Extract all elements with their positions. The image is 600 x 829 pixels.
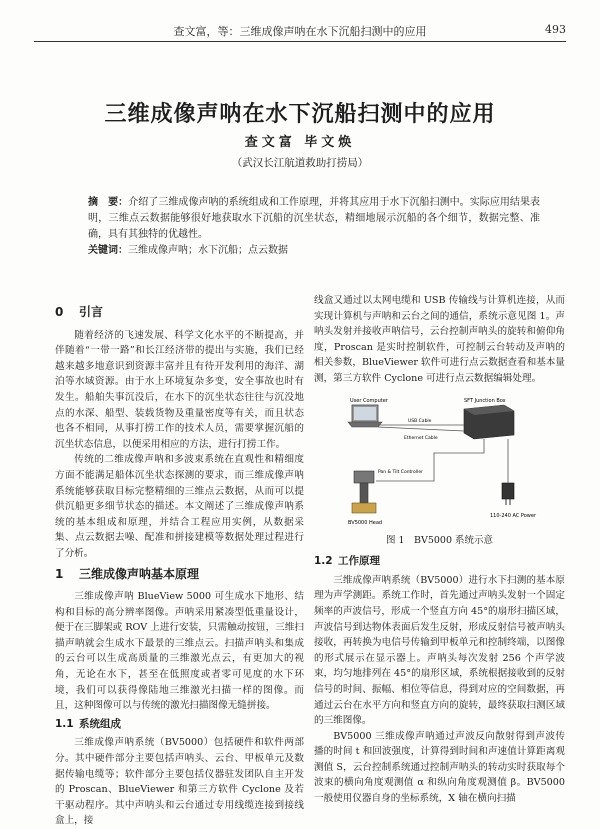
abstract-label: 摘 要： [88, 197, 129, 208]
keywords [88, 243, 540, 259]
pan-tilt-icon [354, 471, 374, 503]
header-rule [34, 41, 566, 42]
section1-1-paragraph: 三维成像声呐系统（BV5000）包括硬件和软件两部分。其中硬件部分主要包括声呐头、云台、甲板单元及数据传输电缆等；软件部分主要包括仪器驻发团队自主开发的 Proscan、BlueViewer 和第三方软件 Cyclone 及若干驱动程序。其中声呐头和云台通过专用线缆连接到接线盒上，接 [55, 737, 304, 827]
figure-1-caption: 图 1 BV5000 系统示意 [385, 534, 494, 546]
keywords-label: 关键词： [88, 245, 128, 256]
intro-paragraph-2: 传统的二维成像声呐和多波束系统在直观性和精细度方面不能满足船体沉坐状态探测的要求，而三维成像声呐系统能够获取目标完整精细的三维点云数据，从而可以提供沉船更多细节状态的描述。本文阐述了三维成像声呐系统的基本组成和原理，并结合工程应用实例，从数据采集、点云数据去噪、配准和拼接建模等数据处理过程进行了分析。 [55, 454, 304, 559]
right-continuation-paragraph: 线盒又通过以太网电缆和 USB 传输线与计算机连接，从而实现计算机与声呐和云台之间的通信，系统示意见图 1。声呐头发射并接收声呐信号，云台控制声呐头的旋转和俯仰角度，Proscan 是实时控制软件，可控制云台转动及声呐的相关参数，BlueViewer 软件可进行点云数据查看和基本量测，第三方软件 Cyclone 可进行点云数据编辑处理。 [314, 295, 565, 384]
power-plug-icon [502, 483, 514, 505]
label-user-computer: User Computer [350, 397, 388, 404]
keywords-text: 三维成像声呐；水下沉船；点云数据 [128, 245, 288, 256]
ethernet-cable-line [378, 427, 464, 431]
junction-box-icon [464, 405, 514, 439]
paper-title: 三维成像声呐在水下沉船扫测中的应用 [104, 101, 496, 127]
laptop-icon [348, 405, 382, 427]
section-heading-1-2: 1.2 工作原理 [314, 555, 380, 568]
label-pan-tilt: Pan & Tilt Controller [378, 469, 423, 475]
paper-affiliation: （武汉长江航道救助打捞局） [231, 157, 369, 169]
abstract-text: 介绍了三维成像声呐的系统组成和工作原理，并将其应用于水下沉船扫测中。实际应用结果表明，三维点云数据能够很好地获取水下沉船的沉坐状态，精细地展示沉船的各个细节，数据完整、准确，具有其独特的优越性。 [88, 197, 541, 240]
section-heading-intro: 0 引言 [55, 305, 104, 319]
intro-paragraph-1: 随着经济的飞速发展、科学文化水平的不断提高，并伴随着“一带一路”和长江经济带的提出与实施，我们已经越来越多地意识到资源丰富并且有待开发利用的海洋、湖泊等水域资源。由于水上环境复杂多变，安全事故也时有发生。船舶失事沉没后，在水下的沉坐状态往往与沉没地点的水深、船型、装载货物及重量密度等有关，而且状态也各不相同，从事打捞工作的技术人员，需要掌握沉船的沉坐状态信息，以便采用相应的方法，进行打捞工作。 [55, 329, 304, 450]
running-header [34, 21, 566, 41]
label-bv5000-head: BV5000 Head [348, 519, 383, 526]
section1-paragraph: 三维成像声呐 BlueView 5000 可生成水下地形、结构和目标的高分辨率图像。声呐采用紧凑型低重量设计，便于在三脚架或 ROV 上进行安装，只需触动按钮，三维扫描声呐就会生成水下最景的三维点云。扫描声呐头和集成的云台可以生成高质量的三维激光点云，有更加大的视角，无论在水下，甚至在低照度或者零可见度的水下环境，我们可以获得像陆地三维激光扫描一样的图像。而且，这种图像可以与传统的激光扫描图像无缝拼接。 [55, 591, 304, 712]
left-column [55, 300, 304, 829]
section-heading-1-1: 1.1 系统组成 [55, 717, 121, 730]
label-power: 110-240 AC Power [490, 512, 537, 519]
paper-authors: 查文富 毕文焕 [244, 135, 356, 150]
section1-2-paragraph-1: 三维成像声呐系统（BV5000）进行水下扫测的基本原理为声学测距。系统工作时，首先通过声呐头发射一个固定频率的声波信号，形成一个竖直方向 45°的扇形扫描区域，声波信号到达物体表面后发生反射，形成反射信号被声呐头接收，再转换为电信号传输到甲板单元和控制终端，以图像的形式展示在显示器上。声呐头每次发射 256 个声学波束，均匀地排列在 45°的扇形区域，系统根据接收到的反射信号的时间、振幅、相位等信息，得到对应的空间数据，再通过云台在水平方向和竖直方向的旋转，最终获取扫测区域的三维图像。 [314, 574, 565, 727]
label-sft-junction-box: SFT Junction Box [464, 397, 506, 404]
label-usb-cable: USB Cable [408, 418, 432, 424]
figure-1 [314, 393, 565, 531]
abstract [88, 195, 540, 243]
running-header-title: 查文富，等：三维成像声呐在水下沉船扫测中的应用 [173, 25, 427, 38]
right-column [314, 293, 565, 807]
section1-2-paragraph-2: BV5000 三维成像声呐通过声波反向散射得到声波传播的时间 t 和回波强度，计算得到时间和声速值计算距离观测值 S，云台控制系统通过控制声呐头的转动实时获取每个波束的横向角度观测值 α 和纵向角度观测值 β。BV5000 一般使用仪器自身的坐标系统，X 轴在横向扫描 [314, 730, 565, 805]
page-number: 493 [545, 23, 566, 36]
section-heading-1: 1 三维成像声呐基本原理 [55, 566, 200, 581]
sonar-head-icon [352, 503, 376, 513]
label-ethernet-cable: Ethernet Cable [404, 435, 438, 441]
